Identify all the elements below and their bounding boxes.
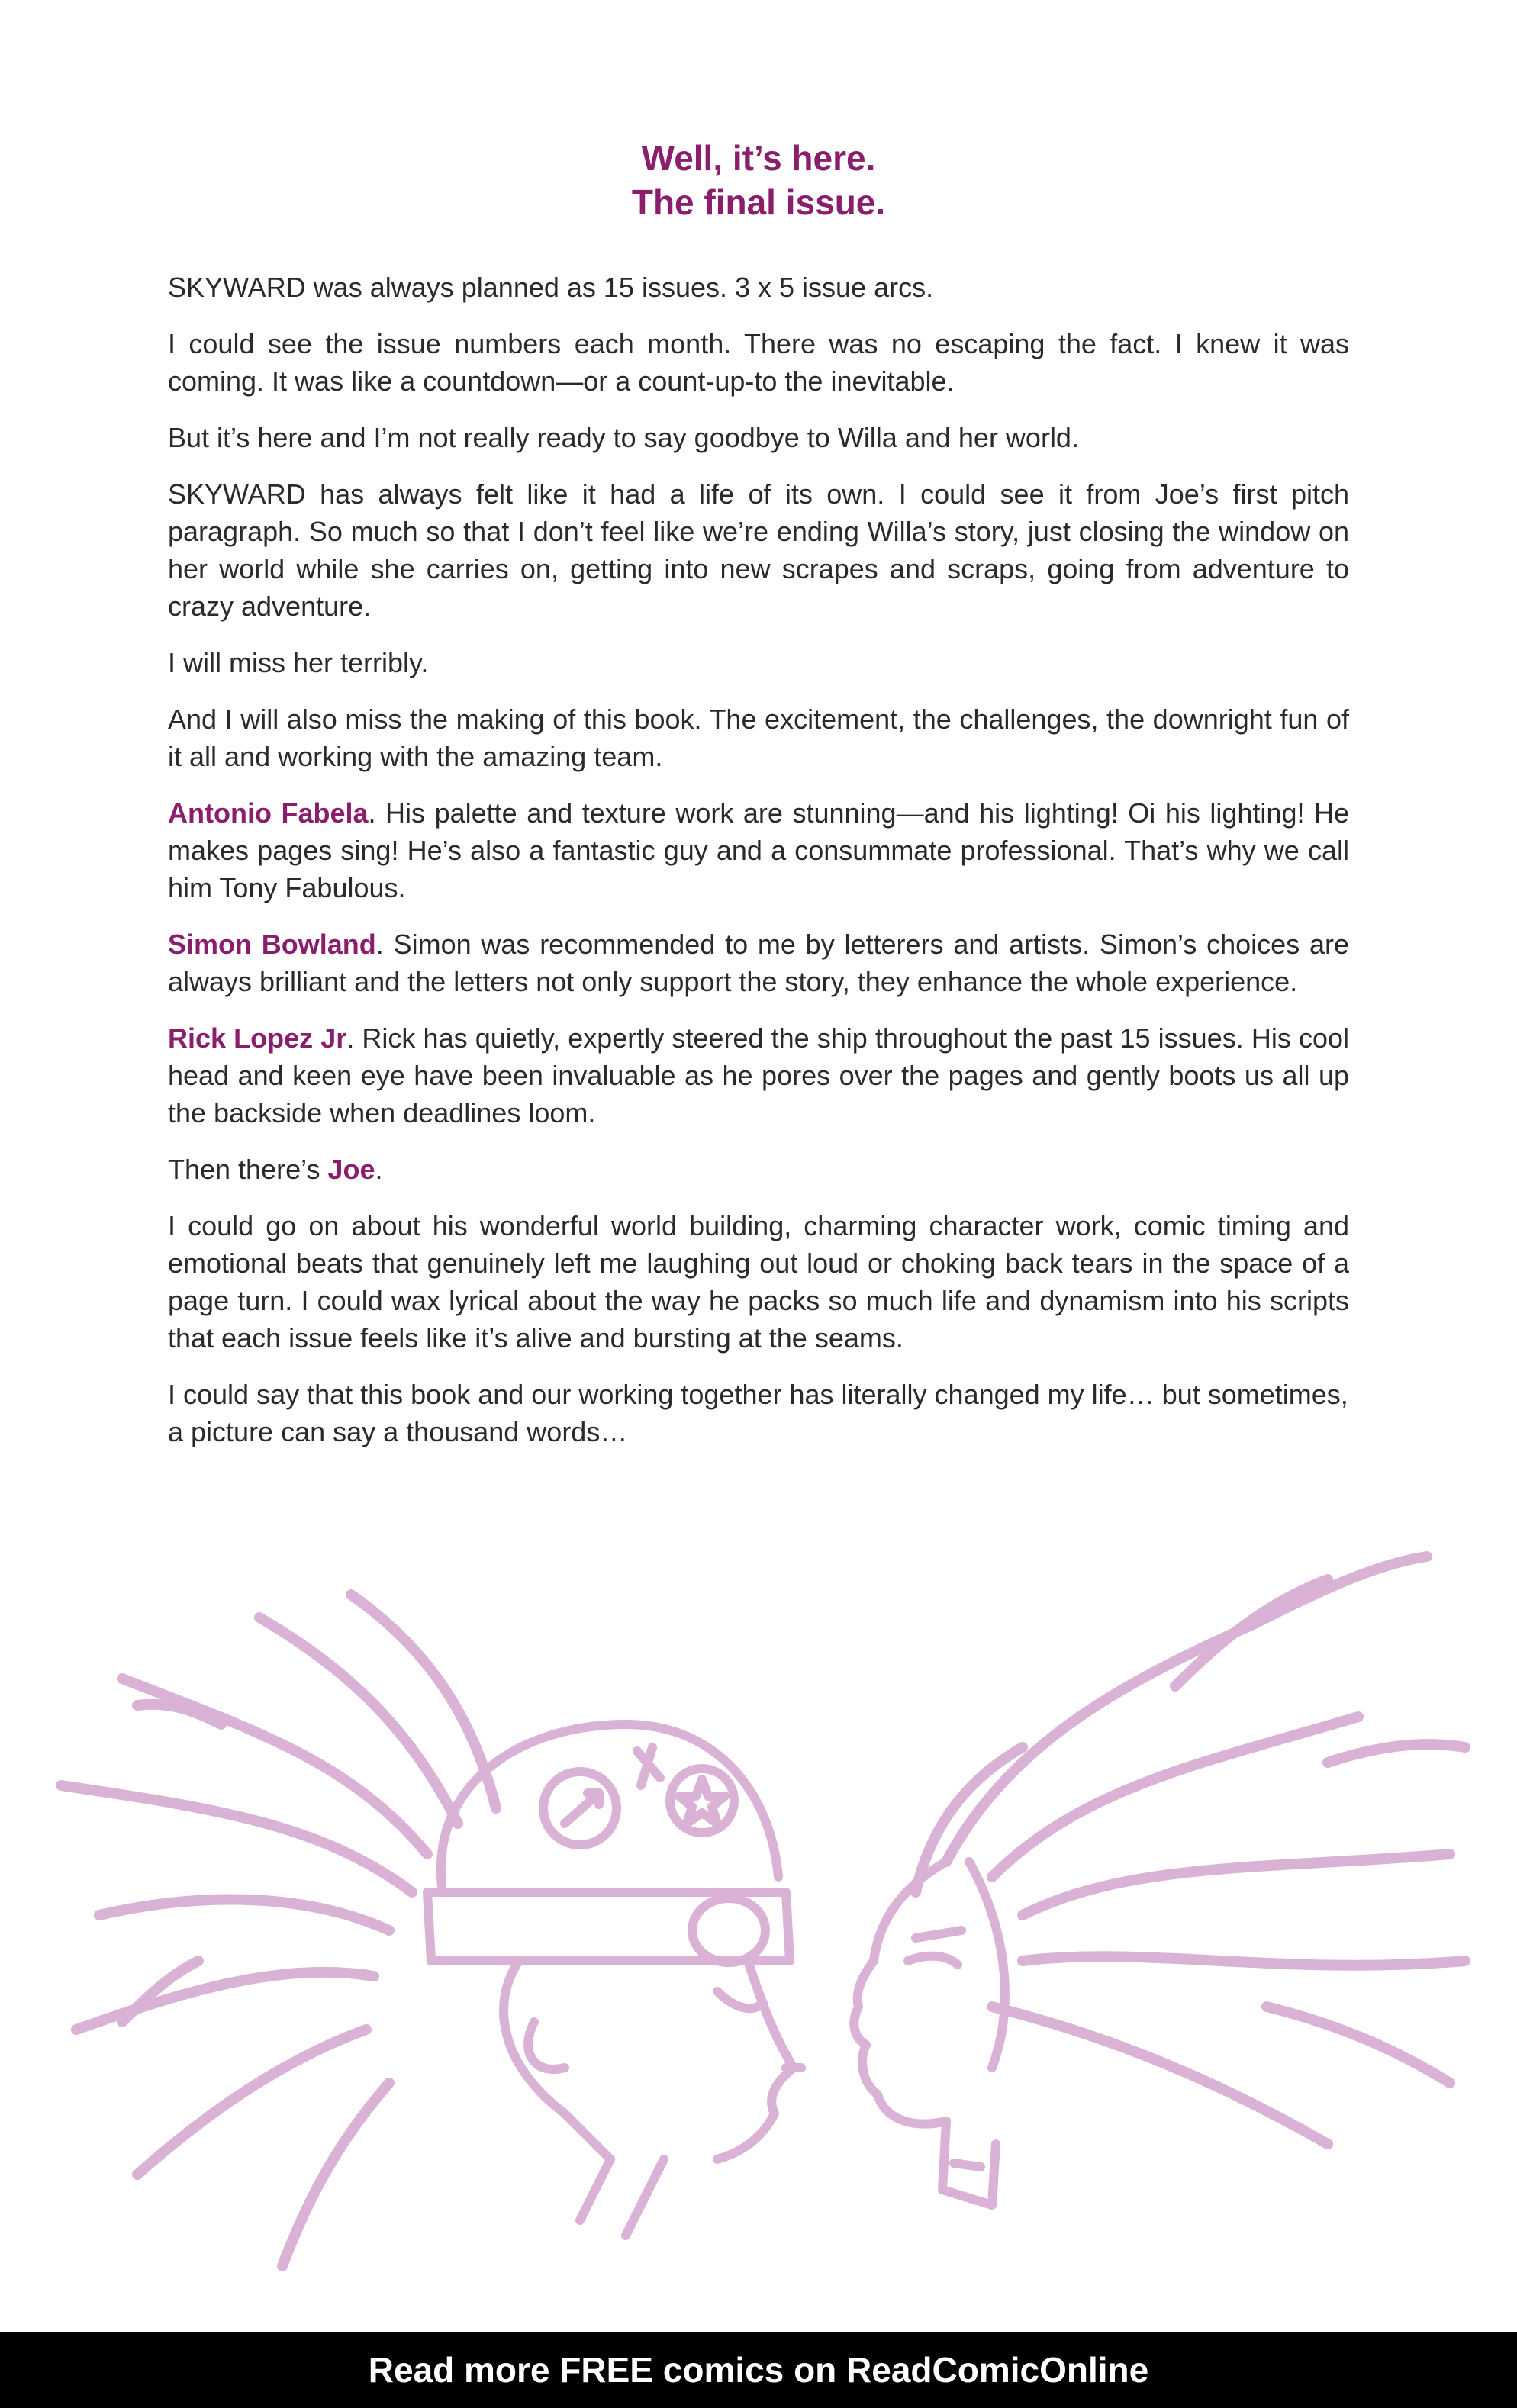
credit-name-rick: Rick Lopez Jr [168,1022,347,1054]
joe-intro-pre: Then there’s [168,1154,328,1185]
paragraph-goodbye: But it’s here and I’m not really ready to say goodbye to Willa and her world. [168,422,1079,453]
paragraph-simon [168,926,1349,1000]
paragraph-life-of-its-own: SKYWARD has always felt like it had a life of its own. I could see it from Joe’s first pitch paragraph. So much so that I don’t feel like we’re ending Willa’s story, just closing the window on her world while she carries on, getting into new scrapes and scraps, going from adventure to crazy adventure. [168,478,1349,622]
paragraph-making-of-book: And I will also miss the making of this book. The excitement, the challenges, the downright fun of it all and working with the amazing team. [168,703,1349,772]
character-sketch-illustration [31,1534,1496,2312]
left-head-helmet [427,1724,801,2236]
joe-intro-post: . [375,1154,383,1185]
credit-text-antonio: . His palette and texture work are stunning—and his lighting! Oi his lighting! He makes pages sing! He’s also a fantastic guy and a consummate professional. That’s why we call him Tony Fabulous. [168,797,1350,903]
paragraph-rick [168,1019,1349,1132]
headline-line-1: Well, it’s here. [641,138,876,178]
article-headline [0,136,1517,224]
credit-name-antonio: Antonio Fabela [168,797,369,829]
paragraph-countdown: I could see the issue numbers each month. There was no escaping the fact. I knew it was coming. It was like a countdown—or a count-up-to the inevitable. [168,328,1349,397]
footer-banner[interactable]: Read more FREE comics on ReadComicOnline [0,2332,1517,2408]
paragraph-miss-her: I will miss her terribly. [168,647,429,678]
credit-name-simon: Simon Bowland [168,929,376,960]
paragraph-intro: SKYWARD was always planned as 15 issues. 3 x 5 issue arcs. [168,272,934,303]
credit-text-simon: . Simon was recommended to me by letterers and artists. Simon’s choices are always brilliant and the letters not only support the story, they enhance the whole experience. [168,929,1350,997]
paragraph-closing: I could say that this book and our working together has literally changed my life… but sometimes, a picture can say a thousand words… [168,1379,1348,1447]
credit-name-joe: Joe [327,1154,375,1185]
paragraph-antonio [168,794,1349,906]
headline-line-2: The final issue. [631,182,886,222]
article-body [168,269,1349,1470]
paragraph-joe-praise: I could go on about his wonderful world building, charming character work, comic timing and emotional beats that genuinely left me laughing out loud or choking back tears in the space of a page turn. I could wax lyrical about the way he packs so much life and dynamism into his scripts that each issue feels like it’s alive and bursting at the seams. [168,1210,1349,1354]
credit-text-rick: . Rick has quietly, expertly steered the ship throughout the past 15 issues. His cool head and keen eye have been invaluable as he pores over the pages and gently boots us all up the backside when deadlines loom. [168,1022,1349,1128]
right-face-profile [854,1862,1005,2205]
paragraph-joe-intro [168,1151,1349,1188]
